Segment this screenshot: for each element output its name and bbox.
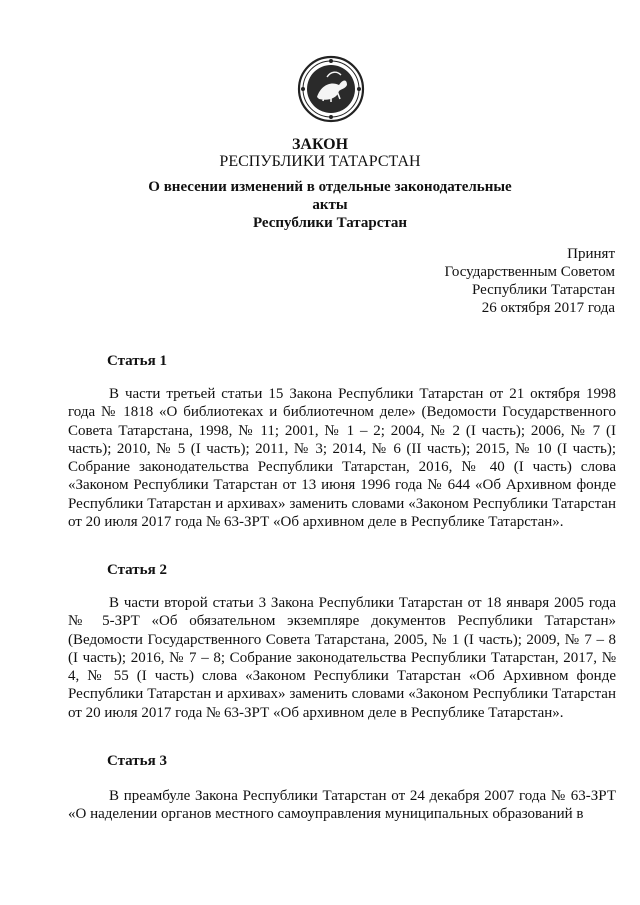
article-1-text: В части третьей статьи 15 Закона Республики Татарстан от 21 октября 1998 года № 1818 «О библиотеках и библиотечном деле» (Ведомости Государственного Совета Татарстана, 1998, № 11; 2001, № 1 – 2; 2004, № 2 (I часть); 2006, № 7 (I часть); 2010, № 5 (I часть); 2011, № 3; 2014, № 6 (II часть); 2015, № 10 (I часть); Собрание законодательства Республики Татарстан, 2016, № 40 (I часть) слова «Законом Республики Татарстан от 13 июня 1996 года № 644 «Об Архивном фонде Республики Татарстан и архивах» заменить словами «Законом Республики Татарстан от 20 июля 2017 года № 63-ЗРТ «Об архивном деле в Республике Татарстан».	[68, 386, 616, 531]
article-3-heading: Статья 3	[107, 753, 167, 769]
adoption-line-2: Государственным Советом	[444, 264, 615, 280]
adoption-line-3: Республики Татарстан	[471, 282, 615, 298]
document-issuer: РЕСПУБЛИКИ ТАТАРСТАН	[219, 153, 421, 170]
subject-line-2: Республики Татарстан	[252, 215, 408, 231]
document-title: ЗАКОН	[291, 136, 349, 153]
article-1-heading: Статья 1	[107, 353, 167, 369]
subject-line-1: О внесении изменений в отдельные законодательные акты	[148, 179, 512, 213]
document-subject	[130, 178, 530, 232]
adoption-line-1: Принят	[567, 246, 615, 262]
article-2-heading: Статья 2	[107, 562, 167, 578]
article-2-text: В части второй статьи 3 Закона Республики Татарстан от 18 января 2005 года № 5-ЗРТ «Об обязательном экземпляре документов Республики Татарстан» (Ведомости Государственного Совета Татарстана, 2005, № 1 (I часть); 2009, № 7 – 8 (I часть); 2016, № 7 – 8; Собрание законодательства Республики Татарстан, 2017, № 4, № 55 (I часть) слова «Законом Республики Татарстан «Об Архивном фонде Республики Татарстан и архивах» заменить словами «Законом Республики Татарстан от 20 июля 2017 года № 63-ЗРТ «Об архивном деле в Республике Татарстан».	[68, 595, 616, 721]
adoption-date: 26 октября 2017 года	[481, 300, 615, 316]
tatarstan-emblem-icon	[297, 55, 365, 123]
adoption-block	[445, 245, 616, 317]
article-3-text: В преамбуле Закона Республики Татарстан от 24 декабря 2007 года № 63-ЗРТ «О наделении органов местного самоуправления муниципальных образований в	[68, 788, 616, 823]
